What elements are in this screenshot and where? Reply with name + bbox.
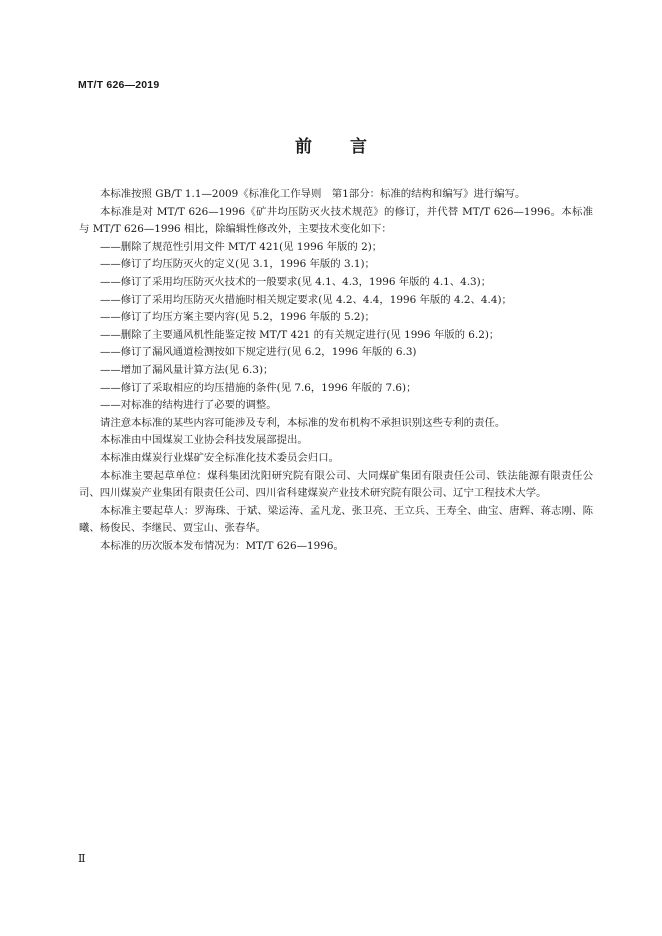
paragraph-patent-notice: 请注意本标准的某些内容可能涉及专利，本标准的发布机构不承担识别这些专利的责任。 <box>100 416 506 429</box>
title-char-2: 言 <box>350 137 367 157</box>
paragraph-drafting-rules: 本标准按照 GB/T 1.1—2009《标准化工作导则 第1部分：标准的结构和编写》进行编写。 <box>100 188 526 200</box>
paragraph-revision-note: 本标准是对 MT/T 626—1996《矿井均压防灭火技术规范》的修订，并代替 MT/T 626—1996。本标准与 MT/T 626—1996 相比，除编辑性修改外，主要技术变化如下： <box>79 205 593 236</box>
change-item: ——修订了采用均压防灭火措施时相关规定要求(见 4.2、4.4，1996 年版的 4.2、4.4)； <box>100 293 512 306</box>
standard-code-header: MT/T 626—2019 <box>78 79 160 91</box>
paragraph-drafting-units: 本标准主要起草单位：煤科集团沈阳研究院有限公司、大同煤矿集团有限责任公司、铁法能源有限责任公司、四川煤炭产业集团有限责任公司、四川省科建煤炭产业技术研究院有限公司、辽宁工程技术大学。 <box>79 469 593 500</box>
paragraph-proposer: 本标准由中国煤炭工业协会科技发展部提出。 <box>100 434 308 447</box>
paragraph-committee: 本标准由煤炭行业煤矿安全标准化技术委员会归口。 <box>100 451 339 464</box>
page-title <box>0 132 662 157</box>
change-item: ——修订了均压方案主要内容(见 5.2，1996 年版的 5.2)； <box>100 311 375 324</box>
changes-list <box>79 239 593 415</box>
foreword-body <box>79 186 593 555</box>
page-number: Ⅱ <box>78 852 86 865</box>
change-item: ——删除了主要通风机性能鉴定按 MT/T 421 的有关规定进行(见 1996 年版的 6.2)； <box>100 328 500 341</box>
change-item: ——增加了漏风量计算方法(见 6.3)； <box>100 363 274 376</box>
change-item: ——修订了采用均压防灭火技术的一般要求(见 4.1、4.3，1996 年版的 4.1、4.3)； <box>100 275 492 288</box>
paragraph-drafters: 本标准主要起草人：罗海珠、于斌、梁运涛、孟凡龙、张卫亮、王立兵、王寿全、曲宝、唐辉、蒋志刚、陈曦、杨俊民、李继民、贾宝山、张春华。 <box>79 504 593 535</box>
change-item: ——修订了采取相应的均压措施的条件(见 7.6，1996 年版的 7.6)； <box>100 381 417 394</box>
paragraph-version-history: 本标准的历次版本发布情况为：MT/T 626—1996。 <box>100 539 344 552</box>
change-item: ——修订了漏风通道检测按如下规定进行(见 6.2，1996 年版的 6.3) <box>100 346 417 359</box>
change-item: ——删除了规范性引用文件 MT/T 421(见 1996 年版的 2)； <box>100 240 383 253</box>
change-item: ——修订了均压防灭火的定义(见 3.1，1996 年版的 3.1)； <box>100 258 375 271</box>
change-item: ——对标准的结构进行了必要的调整。 <box>100 399 277 412</box>
title-char-1: 前 <box>295 137 312 157</box>
